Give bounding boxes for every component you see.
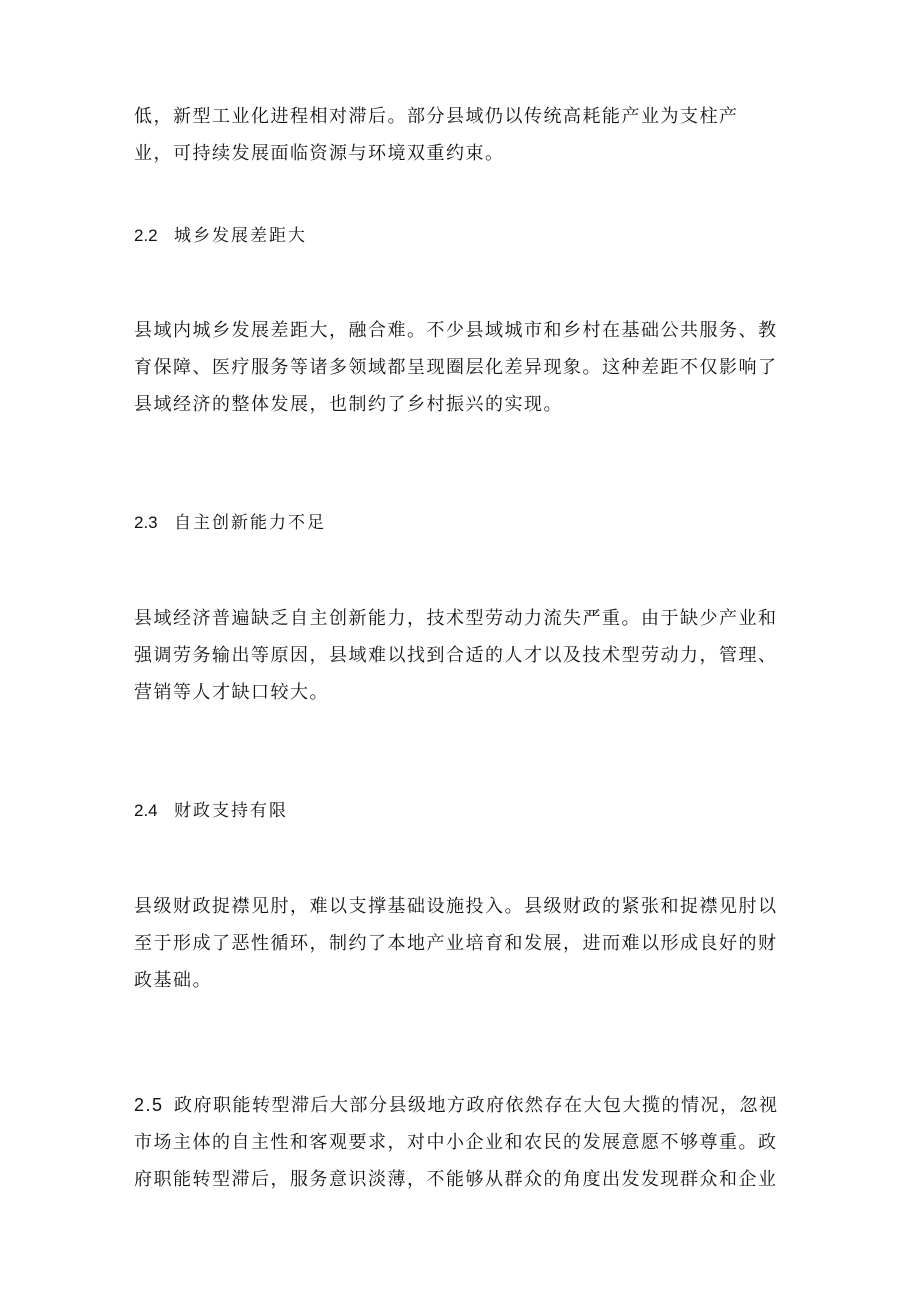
text-line: 营销等人才缺口较大。	[134, 682, 329, 703]
text-line: 县域内城乡发展差距大，融合难。不少县域城市和乡村在基础公共服务、教	[134, 320, 778, 341]
section-paragraph-2-2	[134, 312, 790, 423]
section-number: 2.2	[134, 226, 158, 245]
section-heading-2-3	[134, 511, 790, 535]
text-line: 府职能转型滞后，服务意识淡薄，不能够从群众的角度出发发现群众和企业	[134, 1169, 778, 1190]
text-line: 县域经济的整体发展，也制约了乡村振兴的实现。	[134, 394, 563, 415]
section-title: 自主创新能力不足	[174, 513, 326, 533]
intro-paragraph	[134, 98, 790, 172]
section-title: 城乡发展差距大	[174, 226, 307, 246]
text-line: 县级财政捉襟见肘，难以支撑基础设施投入。县级财政的紧张和捉襟见肘以	[134, 896, 778, 917]
section-number: 2.3	[134, 513, 158, 532]
section-heading-2-2	[134, 224, 790, 248]
text-line: 低，新型工业化进程相对滞后。部分县域仍以传统高耗能产业为支柱产	[134, 106, 739, 127]
text-line: 政基础。	[134, 970, 212, 991]
text-line: 育保障、医疗服务等诸多领域都呈现圈层化差异现象。这种差距不仅影响了	[134, 357, 778, 378]
text-line: 业，可持续发展面临资源与环境双重约束。	[134, 143, 505, 164]
text-line: 至于形成了恶性循环，制约了本地产业培育和发展，进而难以形成良好的财	[134, 933, 778, 954]
text-line: 市场主体的自主性和客观要求，对中小企业和农民的发展意愿不够尊重。政	[134, 1132, 778, 1153]
section-number: 2.4	[134, 801, 158, 820]
section-lead-text: 政府职能转型滞后大部分县级地方政府依然存在大包大揽的情况，忽视	[174, 1095, 779, 1116]
text-line: 强调劳务输出等原因，县域难以找到合适的人才以及技术型劳动力，管理、	[134, 645, 778, 666]
section-heading-2-4	[134, 799, 790, 823]
section-number: 2.5	[134, 1095, 164, 1115]
section-paragraph-2-5	[134, 1087, 790, 1198]
section-title: 财政支持有限	[174, 801, 288, 821]
section-paragraph-2-3	[134, 600, 790, 711]
text-line: 县域经济普遍缺乏自主创新能力，技术型劳动力流失严重。由于缺少产业和	[134, 608, 778, 629]
section-lead-line	[134, 1087, 790, 1124]
section-paragraph-2-4	[134, 888, 790, 999]
